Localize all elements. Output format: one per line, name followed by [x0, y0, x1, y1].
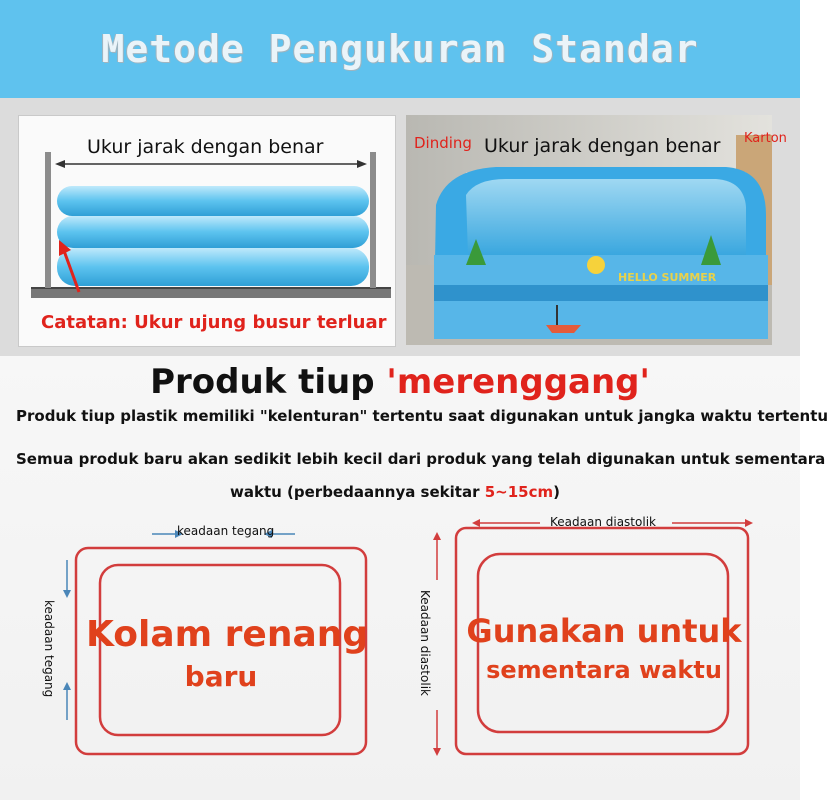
- pool-ring-top: [57, 186, 369, 216]
- pool-print-text: HELLO SUMMER: [618, 271, 717, 284]
- right-measure-label: Ukur jarak dengan benar: [484, 135, 721, 157]
- left-measure-label: Ukur jarak dengan benar: [87, 136, 324, 158]
- pool-ring-bottom: [57, 248, 369, 286]
- info-line-1: Produk tiup plastik memiliki "kelenturan" tertentu saat digunakan untuk jangka waktu tertentu: [16, 407, 828, 425]
- used-pool-top-label: Keadaan diastolik: [550, 515, 656, 529]
- section-title: [0, 362, 820, 402]
- left-photo-panel: [18, 115, 396, 347]
- info-line-3: [230, 483, 560, 501]
- page-title: Metode Pengukuran Standar: [101, 27, 699, 71]
- new-pool-top-label: keadaan tegang: [177, 524, 275, 538]
- pool-ring-middle: [57, 216, 369, 248]
- used-pool-title: Gunakan untuk: [466, 612, 742, 650]
- sun-print: [587, 256, 605, 274]
- title-prefix: Produk tiup: [150, 362, 375, 402]
- measure-note: Catatan: Ukur ujung busur terluar: [41, 312, 387, 333]
- line3-highlight: 5~15cm: [484, 483, 554, 501]
- info-line-2: Semua produk baru akan sedikit lebih kecil dari produk yang telah digunakan untuk sementara: [16, 450, 826, 468]
- pool-water: [466, 179, 746, 255]
- box-label: Karton: [744, 131, 787, 146]
- new-pool-subtitle: baru: [184, 660, 258, 693]
- size-diagrams: [0, 510, 800, 800]
- used-pool-side-label: Keadaan diastolik: [418, 590, 432, 696]
- title-highlight: 'merenggang': [386, 362, 650, 402]
- line3-suffix: ): [553, 483, 560, 501]
- new-pool-side-label: keadaan tegang: [42, 600, 56, 698]
- left-wall: [45, 152, 51, 288]
- right-photo-panel: [406, 115, 787, 345]
- line3-prefix: waktu (perbedaannya sekitar: [230, 483, 480, 501]
- wall-label: Dinding: [414, 134, 472, 152]
- new-pool-title: Kolam renang: [86, 614, 369, 655]
- used-pool-subtitle: sementara waktu: [486, 656, 722, 684]
- floor: [31, 288, 391, 298]
- right-wall: [370, 152, 376, 288]
